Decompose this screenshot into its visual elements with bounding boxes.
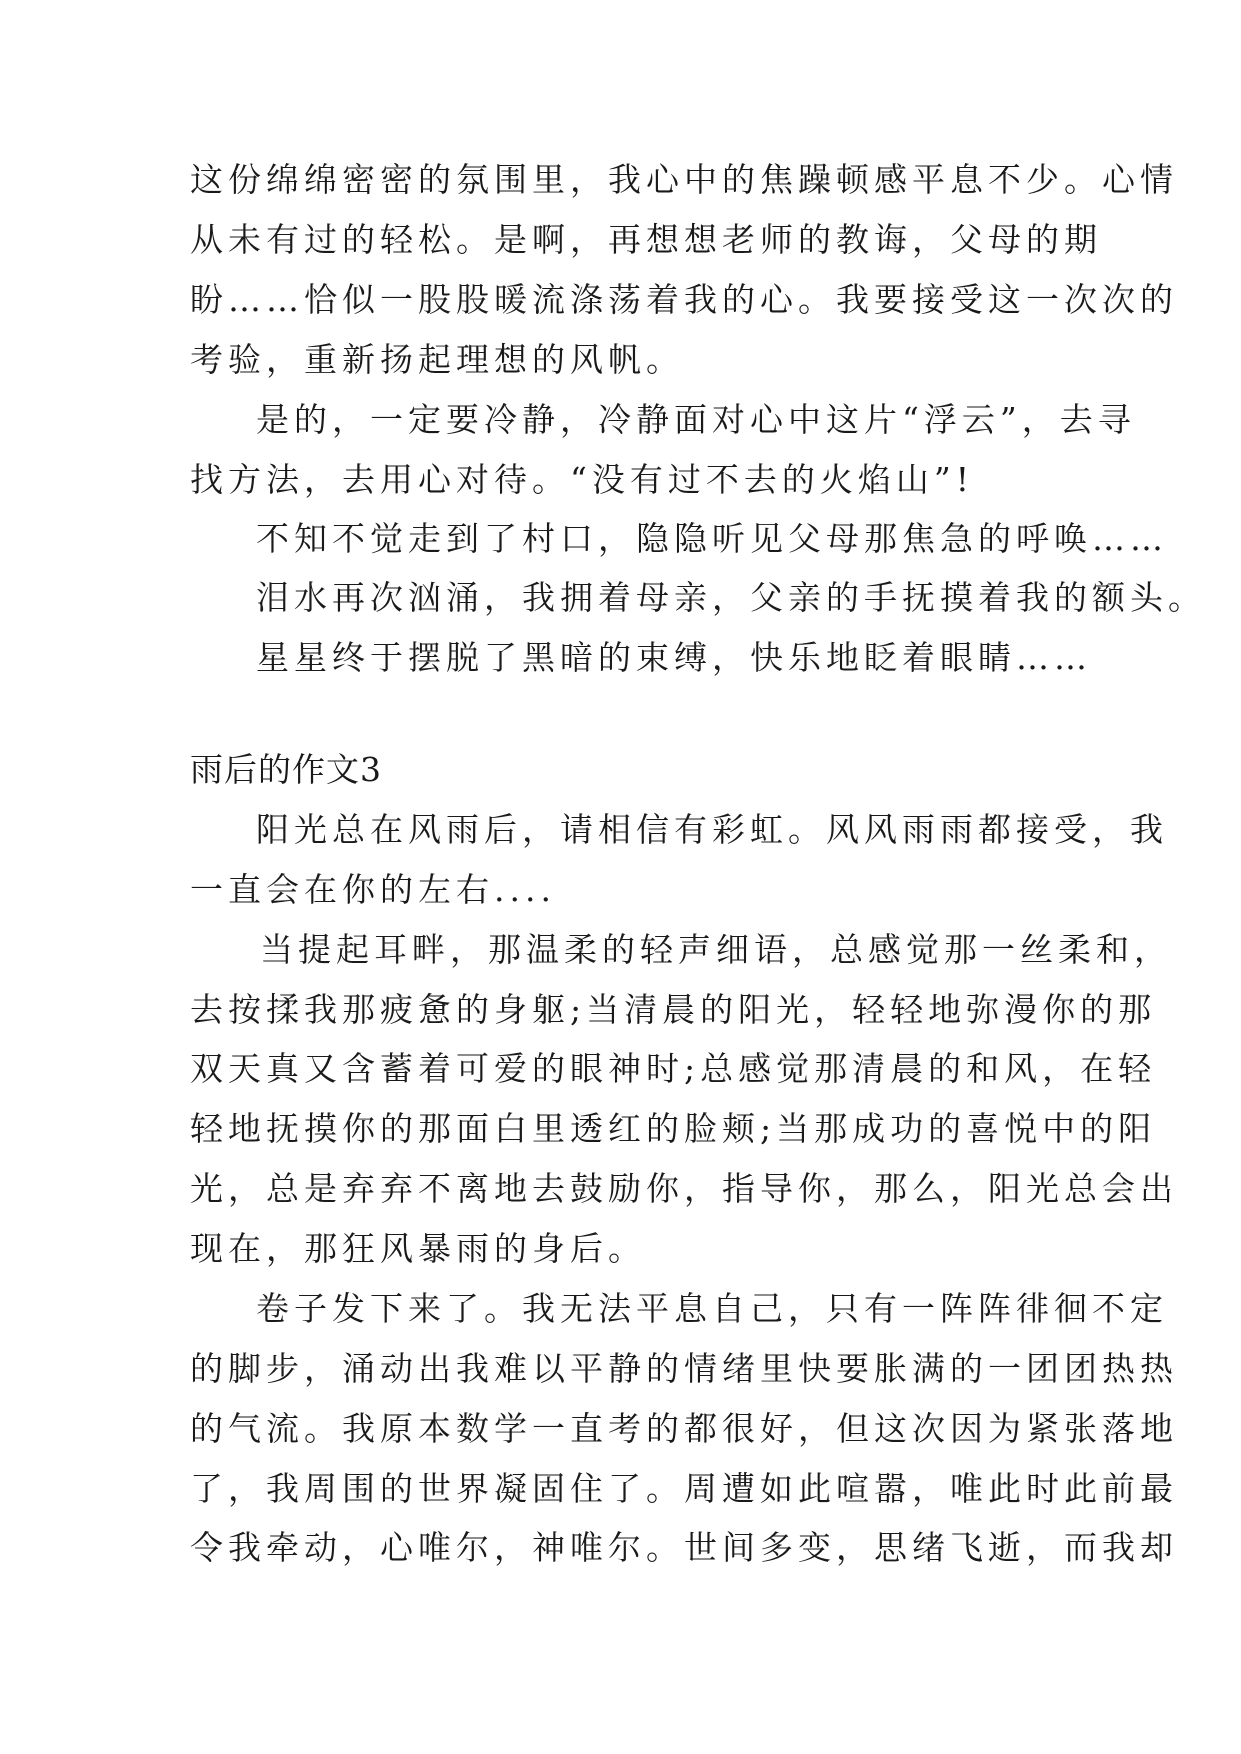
text-line: 考验，重新扬起理想的风帆。 <box>190 340 684 379</box>
text-line: 这份绵绵密密的氛围里，我心中的焦躁顿感平息不少。心情 <box>190 160 1178 199</box>
text-line: 星星终于摆脱了黑暗的束缚，快乐地眨着眼睛…… <box>256 638 1092 677</box>
text-line: 泪水再次汹涌，我拥着母亲，父亲的手抚摸着我的额头。 <box>256 578 1206 617</box>
text-line: 当提起耳畔，那温柔的轻声细语，总感觉那一丝柔和， <box>260 930 1172 969</box>
text-line: 找方法，去用心对待。“没有过不去的火焰山”! <box>190 460 975 499</box>
text-line: 阳光总在风雨后，请相信有彩虹。风风雨雨都接受，我 <box>256 810 1168 849</box>
text-line: 是的，一定要冷静，冷静面对心中这片“浮云”，去寻 <box>256 400 1136 439</box>
text-line: 了，我周围的世界凝固住了。周遭如此喧嚣，唯此时此前最 <box>190 1469 1178 1508</box>
text-line: 不知不觉走到了村口，隐隐听见父母那焦急的呼唤…… <box>256 519 1168 558</box>
text-line: 现在，那狂风暴雨的身后。 <box>190 1229 646 1268</box>
text-line: 令我牵动，心唯尔，神唯尔。世间多变，思绪飞逝，而我却 <box>190 1528 1178 1567</box>
text-line: 光，总是弃弃不离地去鼓励你，指导你，那么，阳光总会出 <box>190 1169 1178 1208</box>
text-line: 卷子发下来了。我无法平息自己，只有一阵阵徘徊不定 <box>256 1289 1168 1328</box>
text-line: 的脚步，涌动出我难以平静的情绪里快要胀满的一团团热热 <box>190 1349 1178 1388</box>
text-line: 双天真又含蓄着可爱的眼神时;总感觉那清晨的和风，在轻 <box>190 1049 1157 1088</box>
text-line: 去按揉我那疲惫的身躯;当清晨的阳光，轻轻地弥漫你的那 <box>190 990 1157 1029</box>
text-line: 从未有过的轻松。是啊，再想想老师的教诲，父母的期 <box>190 220 1102 259</box>
text-line: 轻地抚摸你的那面白里透红的脸颊;当那成功的喜悦中的阳 <box>190 1109 1157 1148</box>
section-title: 雨后的作文3 <box>190 750 382 789</box>
text-line: 一直会在你的左右.... <box>190 870 556 909</box>
text-line: 的气流。我原本数学一直考的都很好，但这次因为紧张落地 <box>190 1409 1178 1448</box>
text-line: 盼……恰似一股股暖流涤荡着我的心。我要接受这一次次的 <box>190 280 1178 319</box>
